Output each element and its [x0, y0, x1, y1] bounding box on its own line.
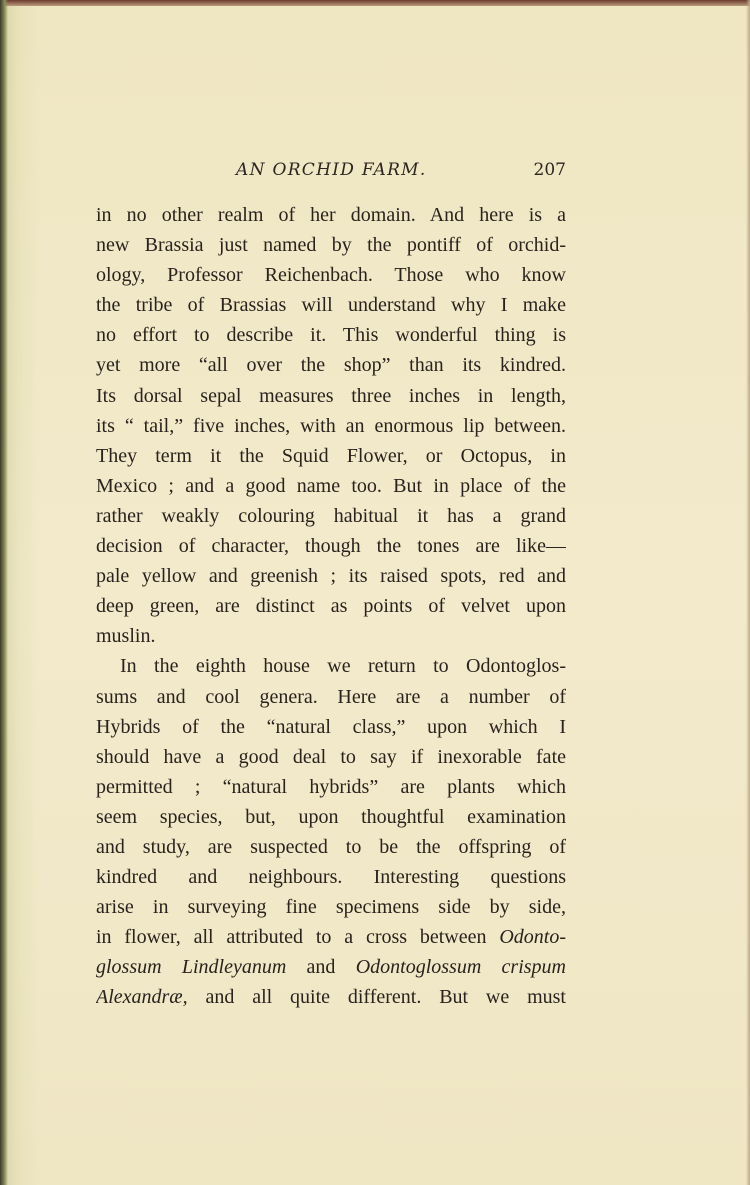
text-line: Hybrids of the “natural class,” upon which I: [96, 715, 566, 738]
text-line: In the eighth house we return to Odontoglos-: [120, 655, 566, 678]
text-line: muslin.: [96, 625, 156, 648]
text-line: arise in surveying fine specimens side by side,: [96, 896, 566, 919]
text-line: Its dorsal sepal measures three inches in length,: [96, 384, 566, 407]
text-line: new Brassia just named by the pontiff of orchid-: [96, 234, 566, 257]
text-line: and study, are suspected to be the offspring of: [96, 835, 566, 858]
page-top-edge: [0, 0, 750, 6]
running-title: AN ORCHID FARM.: [236, 160, 427, 180]
text-line: [96, 952, 566, 982]
page-number: 207: [533, 160, 566, 180]
text-line: [96, 982, 566, 1012]
species-name: glossum Lindleyanum: [96, 956, 287, 979]
text-line: They term it the Squid Flower, or Octopus, in: [96, 444, 566, 467]
binding-edge: [0, 0, 8, 1185]
page-right-edge: [746, 0, 750, 1185]
text-line: decision of character, though the tones are like—: [96, 535, 566, 558]
text-line: its “ tail,” five inches, with an enormous lip between.: [96, 414, 566, 437]
running-header: [96, 158, 566, 188]
text-run: and all quite different. But we must: [187, 986, 566, 1009]
text-line: rather weakly colouring habitual it has a grand: [96, 504, 566, 527]
text-line: seem species, but, upon thoughtful examination: [96, 805, 566, 828]
text-run: in flower, all attributed to a cross between: [96, 926, 500, 949]
text-line: ology, Professor Reichenbach. Those who know: [96, 264, 566, 287]
text-line: in no other realm of her domain. And here is a: [96, 204, 566, 226]
body-text: [96, 200, 566, 1013]
text-line: should have a good deal to say if inexorable fate: [96, 745, 566, 768]
text-line: [96, 922, 566, 952]
text-line: pale yellow and greenish ; its raised spots, red and: [96, 565, 566, 588]
text-line: deep green, are distinct as points of velvet upon: [96, 595, 566, 618]
text-line: permitted ; “natural hybrids” are plants which: [96, 775, 566, 798]
text-line: Mexico ; and a good name too. But in place of the: [96, 474, 566, 497]
text-line: yet more “all over the shop” than its kindred.: [96, 354, 566, 377]
species-name: Odontoglossum crispum: [355, 956, 566, 979]
text-line: the tribe of Brassias will understand why I make: [96, 294, 566, 317]
species-name: Odonto-: [499, 926, 566, 949]
text-line: sums and cool genera. Here are a number of: [96, 685, 566, 708]
text-line: no effort to describe it. This wonderful thing is: [96, 324, 566, 347]
species-name: Alexandræ,: [96, 986, 188, 1009]
text-line: kindred and neighbours. Interesting questions: [96, 866, 566, 889]
text-run: and: [286, 956, 356, 979]
